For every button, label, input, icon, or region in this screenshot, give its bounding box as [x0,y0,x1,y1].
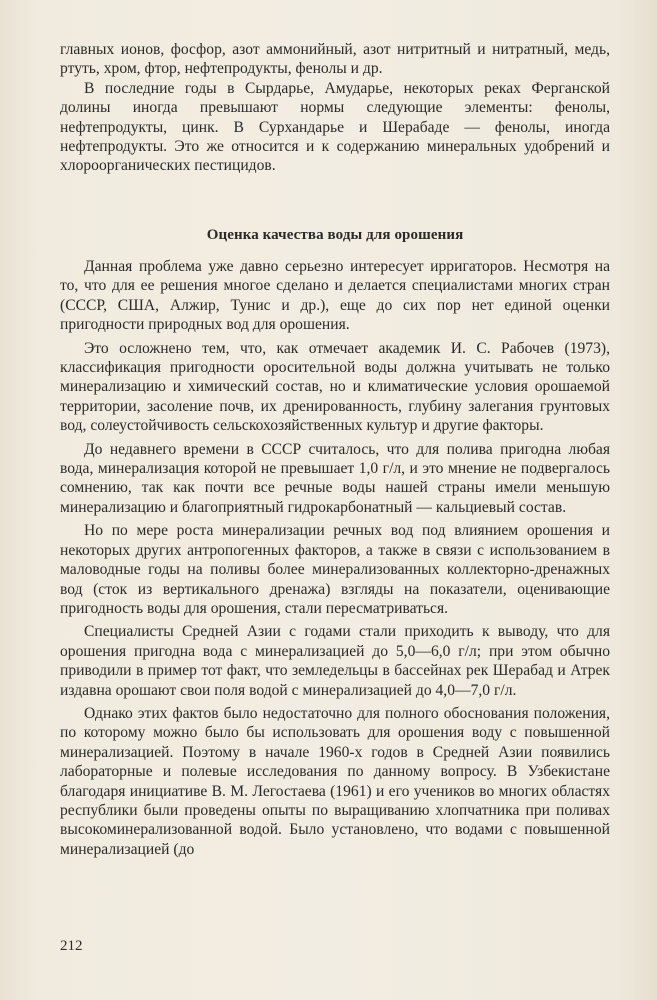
paragraph: До недавнего времени в СССР считалось, что для полива пригодна любая вода, минерализация которой не превышает 1,0 г/л, и это мнение не подвергалось сомнению, так как почти все речные воды нашей страны имели меньшую минерализацию и благоприятный гидрокарбонатный — кальциевый состав. [60,440,610,516]
page-number: 212 [60,938,83,954]
paragraph: Данная проблема уже давно серьезно интересует ирригаторов. Несмотря на то, что для ее решения многое сделано и делается специалистами многих стран (СССР, США, Алжир, Тунис и др.), еще до сих пор нет единой оценки пригодности природных вод для орошения. [60,258,610,334]
paragraph: Однако этих фактов было недостаточно для полного обоснования положения, по которому можно было бы использовать для орошения воду с повышенной минерализацией. Поэтому в начале 1960-х годов в Средней Азии появились лабораторные и полевые исследования по данному вопросу. В Узбекистане благодаря инициативе В. М. Легостаева (1961) и его учеников во многих областях республики были проведены опыты по выращиванию хлопчатника при поливах высокоминерализованной водой. Было установлено, что водами с повышенной минерализацией (до [60,704,610,858]
continued-text [60,40,610,176]
paragraph: В последние годы в Сырдарье, Амударье, некоторых реках Ферганской долины иногда превышают нормы следующие элементы: фенолы, нефтепродукты, цинк. В Сурхандарье и Шерабаде — фенолы, иногда нефтепродукты. Это же относится и к содержанию минеральных удобрений и хлороорганических пестицидов. [60,79,610,175]
paragraph: Но по мере роста минерализации речных вод под влиянием орошения и некоторых других антропогенных факторов, а также в связи с использованием в маловодные годы на поливы более минерализованных коллекторно-дренажных вод (сток из вертикального дренажа) взгляды на показатели, оценивающие пригодность воды для орошения, стали пересматриваться. [60,522,610,617]
paragraph: Специалисты Средней Азии с годами стали приходить к выводу, что для орошения пригодна вода с минерализацией до 5,0—6,0 г/л; при этом обычно приводили в пример тот факт, что земледельцы в бассейнах рек Шерабад и Атрек издавна орошают свои поля водой с минерализацией до 4,0—7,0 г/л. [60,623,610,699]
paragraph: Это осложнено тем, что, как отмечает академик И. С. Рабочев (1973), классификация пригодности оросительной воды должна учитывать не только минерализацию и химический состав, но и климатические условия орошаемой территории, засоление почв, их дренированность, глубину залегания грунтовых вод, солеустойчивость сельскохозяйственных культур и другие факторы. [60,339,610,435]
section-heading: Оценка качества воды для орошения [206,227,464,243]
section-body [60,257,610,859]
paragraph: главных ионов, фосфор, азот аммонийный, азот нитритный и нитратный, медь, ртуть, хром, фтор, нефтепродукты, фенолы и др. [60,41,610,78]
